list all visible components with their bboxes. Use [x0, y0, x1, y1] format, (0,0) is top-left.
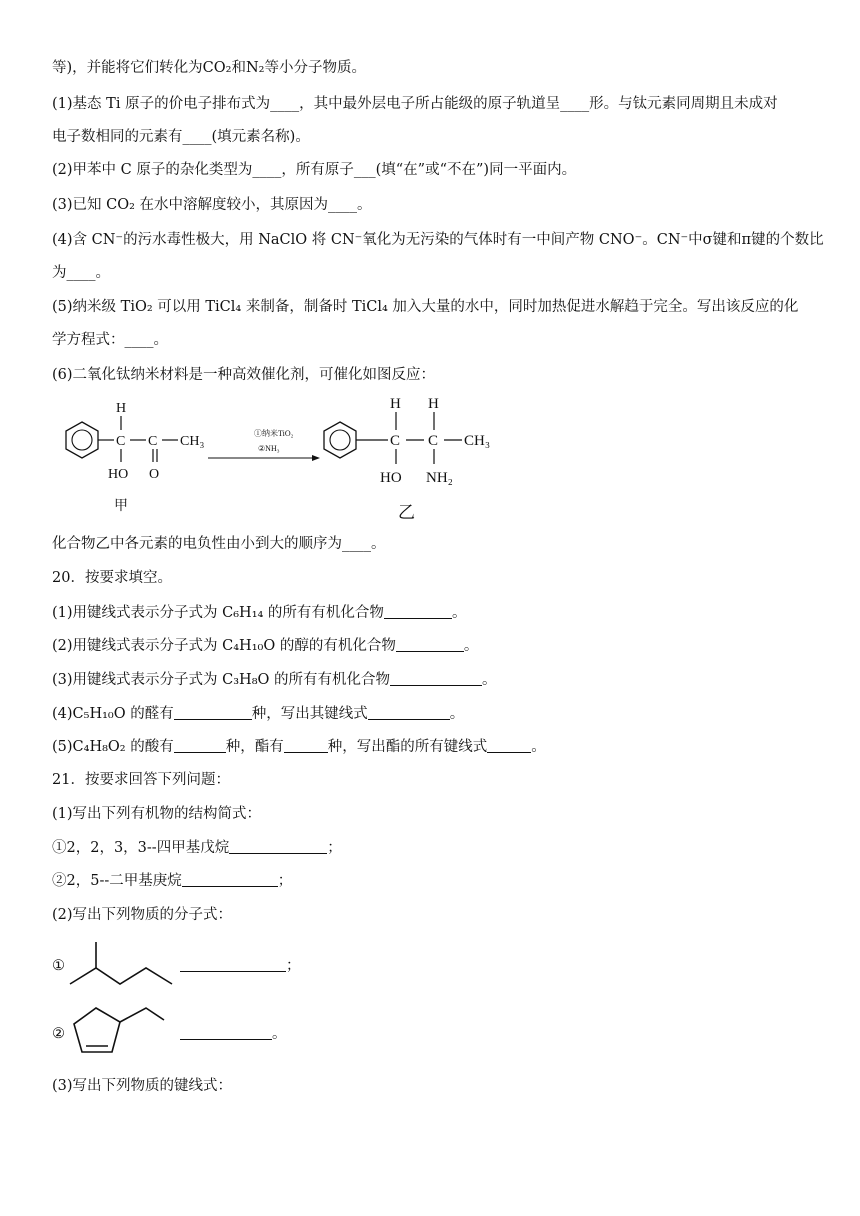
question-20-5-text-3: 种，写出酯的所有键线式	[327, 739, 488, 755]
question-20-5	[52, 737, 546, 757]
label-compound-b: 乙	[398, 503, 415, 522]
group-ch3: CH₃	[180, 434, 205, 449]
question-19-3: (3)已知 CO₂ 在水中溶解度较小，其原因为____。	[52, 197, 372, 213]
question-19-5-line-1: (5)纳米级 TiO₂ 可以用 TiCl₄ 来制备，制备时 TiCl₄ 加入大量的水中，同时加热促进水解趋于完全。写出该反应的化	[52, 299, 799, 315]
reaction-scheme	[40, 392, 510, 524]
group-oh: HO	[108, 467, 129, 482]
question-20-1-text: (1)用键线式表示分子式为 C₆H₁₄ 的所有有机化合物	[52, 605, 384, 621]
answer-blank[interactable]	[396, 637, 464, 652]
question-20-3	[52, 670, 497, 690]
question-20-4-text-2: 种，写出其键线式	[251, 706, 368, 722]
structure-1-answer	[180, 956, 301, 976]
benzene-ring-b	[324, 422, 356, 458]
question-20-4	[52, 704, 464, 724]
label-compound-a: 甲	[114, 499, 128, 514]
answer-blank[interactable]	[180, 1025, 272, 1040]
group-oh: HO	[380, 470, 402, 486]
answer-blank[interactable]	[284, 738, 328, 753]
atom-h: H	[116, 401, 127, 416]
answer-blank[interactable]	[182, 872, 278, 887]
question-19-5-line-2: 学方程式：____。	[52, 332, 168, 348]
semicolon: ；	[277, 873, 293, 889]
benzene-ring-a	[66, 422, 98, 458]
question-20-5-text-2: 种，酯有	[225, 739, 284, 755]
question-20-1	[52, 603, 466, 623]
question-21-1-a-text: ①2，2，3，3--四甲基戊烷	[52, 840, 230, 856]
period: 。	[449, 706, 465, 722]
question-21-1: (1)写出下列有机物的结构简式：	[52, 806, 262, 822]
semicolon: ；	[286, 958, 301, 974]
question-21-3: (3)写出下列物质的键线式：	[52, 1078, 233, 1094]
group-ch3: CH₃	[464, 433, 491, 449]
atom-h: H	[390, 396, 401, 412]
answer-blank[interactable]	[180, 957, 286, 972]
atom-o: O	[149, 467, 160, 482]
answer-blank[interactable]	[384, 604, 452, 619]
structure-2-answer	[180, 1024, 287, 1044]
period: 。	[272, 1026, 287, 1042]
question-21-heading: 21．按要求回答下列问题：	[52, 772, 230, 788]
period: 。	[482, 672, 497, 688]
atom-c: C	[428, 433, 439, 449]
structure-1-skeletal	[66, 938, 186, 988]
answer-blank[interactable]	[390, 671, 482, 686]
question-21-1-b	[52, 871, 292, 891]
question-20-heading: 20．按要求填空。	[52, 570, 172, 586]
question-19-4-line-2: 为____。	[52, 265, 110, 281]
structure-1-marker: ①	[52, 958, 65, 974]
question-19-1-line-1: (1)基态 Ti 原子的价电子排布式为____，其中最外层电子所占能级的原子轨道呈____形。与钛元素同周期且未成对	[52, 96, 778, 112]
semicolon: ；	[327, 840, 342, 856]
answer-blank[interactable]	[174, 738, 226, 753]
question-21-1-a	[52, 838, 342, 858]
answer-blank[interactable]	[174, 705, 252, 720]
structure-2-marker: ②	[52, 1026, 65, 1042]
question-19-2: (2)甲苯中 C 原子的杂化类型为____，所有原子___(填“在”或“不在”)同一平面内。	[52, 162, 577, 178]
question-21-1-b-text: ②2，5--二甲基庚烷	[52, 873, 182, 889]
question-19-6-answer: 化合物乙中各元素的电负性由小到大的顺序为____。	[52, 536, 386, 552]
question-20-3-text: (3)用键线式表示分子式为 C₃H₈O 的所有有机化合物	[52, 672, 391, 688]
question-20-5-text: (5)C₄H₈O₂ 的酸有	[52, 739, 174, 755]
period: 。	[463, 638, 479, 654]
question-20-2-text: (2)用键线式表示分子式为 C₄H₁₀O 的醇的有机化合物	[52, 638, 396, 654]
period: 。	[531, 739, 546, 755]
text-line: 等)，并能将它们转化为CO₂和N₂等小分子物质。	[52, 60, 366, 76]
answer-blank[interactable]	[229, 839, 327, 854]
atom-c: C	[148, 434, 158, 449]
atom-c: C	[390, 433, 401, 449]
atom-h: H	[428, 396, 439, 412]
question-19-4-line-1: (4)含 CN⁻的污水毒性极大，用 NaClO 将 CN⁻氧化为无污染的气体时有一中间产物 CNO⁻。CN⁻中σ键和π键的个数比	[52, 232, 824, 248]
period: 。	[451, 605, 467, 621]
question-19-6: (6)二氧化钛纳米材料是一种高效催化剂，可催化如图反应：	[52, 367, 436, 383]
question-20-2	[52, 636, 478, 656]
atom-c: C	[116, 434, 126, 449]
condition-1: ①纳米TiO₂	[254, 429, 294, 438]
condition-2: ②NH₃	[258, 444, 280, 453]
answer-blank[interactable]	[368, 705, 450, 720]
group-nh2: NH₂	[426, 470, 453, 486]
question-19-1-line-2: 电子数相同的元素有____(填元素名称)。	[52, 129, 310, 145]
structure-2-skeletal	[66, 1000, 176, 1062]
answer-blank[interactable]	[487, 738, 531, 753]
question-20-4-text: (4)C₅H₁₀O 的醛有	[52, 706, 174, 722]
question-21-2: (2)写出下列物质的分子式：	[52, 907, 233, 923]
